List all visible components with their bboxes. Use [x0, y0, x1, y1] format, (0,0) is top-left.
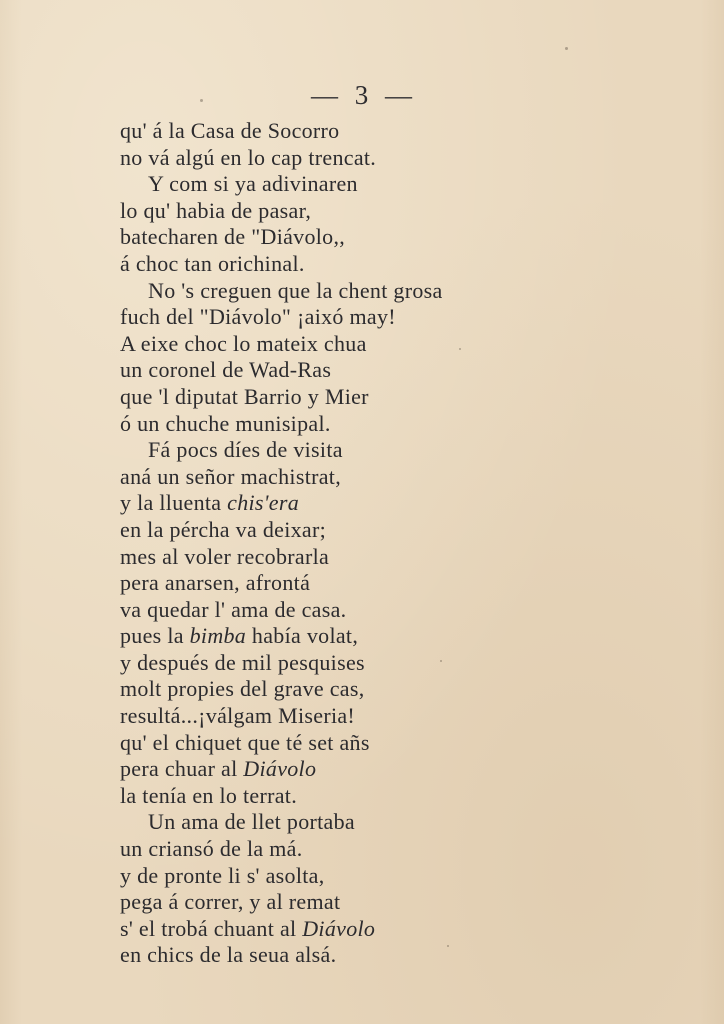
- verse-line: [120, 224, 680, 251]
- verse-line-text: y de pronte li s' asolta,: [120, 862, 325, 888]
- page-number-value: 3: [354, 80, 370, 110]
- verse-line-text: pera chuar al: [120, 756, 244, 782]
- verse-line: [120, 304, 680, 331]
- verse-line-text: no vá algú en lo cap trencat.: [120, 144, 377, 170]
- verse-line: [120, 809, 680, 836]
- page-number-dash-left: —: [311, 80, 339, 110]
- verse-line: [120, 411, 680, 438]
- verse-line: [120, 597, 680, 624]
- verse-line: [120, 623, 680, 650]
- verse-line: [120, 783, 680, 810]
- verse-line-text: resultá...¡válgam Miseria!: [120, 703, 356, 729]
- verse-line-text: había volat,: [246, 623, 359, 649]
- verse-line-text: pega á correr, y al remat: [120, 889, 341, 915]
- verse-line-text: lo qu' habia de pasar,: [120, 197, 312, 223]
- verse-line: [120, 357, 680, 384]
- verse-line-text: batecharen de "Diávolo,,: [120, 224, 346, 250]
- verse-line: [120, 251, 680, 278]
- verse-line-italic: Diávolo: [243, 756, 317, 782]
- verse-line-italic: chis'era: [227, 490, 300, 516]
- verse-line: [120, 836, 680, 863]
- verse-line: [120, 863, 680, 890]
- verse-line: [120, 730, 680, 757]
- verse-line-text: y después de mil pesquises: [120, 649, 365, 675]
- verse-line-text: fuch del "Diávolo" ¡aixó may!: [120, 304, 396, 330]
- verse-line-text: un criansó de la má.: [120, 836, 303, 862]
- verse-line-text: ó un chuche munisipal.: [120, 410, 331, 436]
- verse-line: [120, 703, 680, 730]
- verse-line: [120, 942, 680, 969]
- paper-speck: [459, 348, 461, 350]
- poem-text: [120, 118, 680, 969]
- verse-line-text: la tenía en lo terrat.: [120, 782, 298, 808]
- verse-line-text: aná un señor machistrat,: [120, 463, 342, 489]
- verse-line-text: un coronel de Wad-Ras: [120, 357, 332, 383]
- verse-line-text: pera anarsen, afrontá: [120, 570, 311, 596]
- verse-line: [120, 650, 680, 677]
- verse-line-text: No 's creguen que la chent grosa: [148, 277, 443, 303]
- verse-line-text: molt propies del grave cas,: [120, 676, 365, 702]
- verse-line-italic: Diávolo: [302, 915, 376, 941]
- paper-speck: [200, 99, 203, 102]
- verse-line: [120, 544, 680, 571]
- verse-line-text: en la pércha va deixar;: [120, 516, 327, 542]
- verse-line-text: Fá pocs díes de visita: [148, 437, 343, 463]
- verse-line-text: que 'l diputat Barrio y Mier: [120, 383, 369, 409]
- verse-line: [120, 198, 680, 225]
- verse-line: [120, 384, 680, 411]
- verse-line: [120, 171, 680, 198]
- verse-line: [120, 437, 680, 464]
- verse-line: [120, 756, 680, 783]
- verse-line-text: Y com si ya adivinaren: [148, 171, 358, 197]
- verse-line-text: A eixe choc lo mateix chua: [120, 330, 367, 356]
- verse-line-text: á choc tan orichinal.: [120, 250, 305, 276]
- paper-speck: [565, 47, 568, 50]
- verse-line: [120, 517, 680, 544]
- verse-line-text: qu' el chiquet que té set añs: [120, 729, 370, 755]
- verse-line: [120, 916, 680, 943]
- verse-line-text: pues la: [120, 623, 190, 649]
- verse-line: [120, 570, 680, 597]
- page-number: [0, 80, 724, 111]
- verse-line: [120, 464, 680, 491]
- verse-line-text: y la lluenta: [120, 490, 228, 516]
- verse-line: [120, 278, 680, 305]
- verse-line: [120, 889, 680, 916]
- verse-line-italic: bimba: [189, 623, 247, 649]
- verse-line-text: s' el trobá chuant al: [120, 915, 303, 941]
- paper-speck: [447, 945, 449, 947]
- verse-line-text: va quedar l' ama de casa.: [120, 596, 347, 622]
- verse-line-text: Un ama de llet portaba: [148, 809, 355, 835]
- verse-line: [120, 145, 680, 172]
- verse-line: [120, 676, 680, 703]
- page-number-dash-right: —: [385, 80, 413, 110]
- verse-line-text: en chics de la seua alsá.: [120, 942, 337, 968]
- paper-speck: [440, 660, 442, 662]
- verse-line: [120, 118, 680, 145]
- verse-line-text: mes al voler recobrarla: [120, 543, 330, 569]
- verse-line: [120, 331, 680, 358]
- verse-line-text: qu' á la Casa de Socorro: [120, 118, 340, 143]
- verse-line: [120, 490, 680, 517]
